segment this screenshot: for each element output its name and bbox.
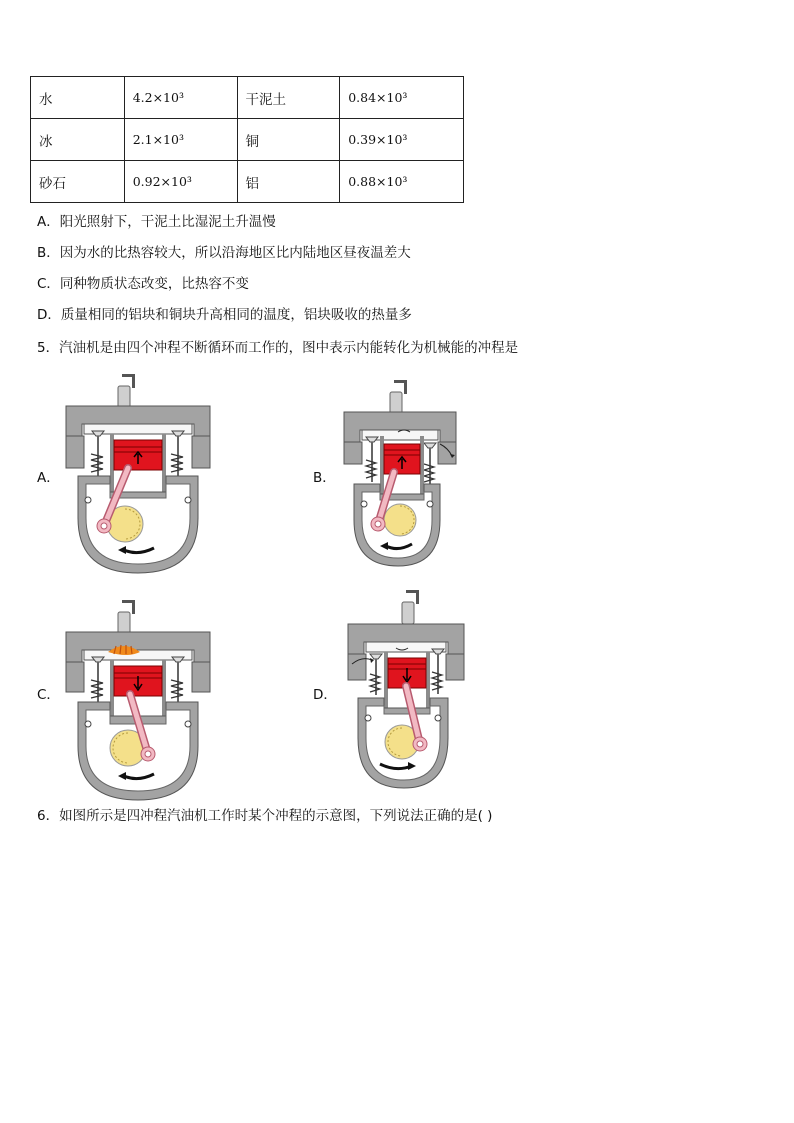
option-c: C．同种物质状态改变，比热容不变 xyxy=(37,276,249,292)
table-cell: 4.2×10³ xyxy=(124,77,237,119)
table-cell: 干泥土 xyxy=(237,77,340,119)
table-cell: 铜 xyxy=(237,119,340,161)
engine-label-d: D． xyxy=(313,687,337,703)
table-cell: 0.88×10³ xyxy=(340,161,464,203)
engine-diagram-d xyxy=(340,588,500,798)
spark-plug-icon xyxy=(118,374,135,408)
table-row xyxy=(31,77,464,119)
table-cell: 水 xyxy=(31,77,125,119)
table-row xyxy=(31,161,464,203)
spark-plug-icon xyxy=(402,590,419,624)
engine-diagram-a xyxy=(58,368,218,578)
spark-plug-icon xyxy=(118,600,135,634)
table-cell: 2.1×10³ xyxy=(124,119,237,161)
engine-diagram-b xyxy=(336,380,496,590)
engine-label-c: C． xyxy=(37,687,60,703)
table-cell: 砂石 xyxy=(31,161,125,203)
engine-label-b: B． xyxy=(313,470,336,486)
table-cell: 铝 xyxy=(237,161,340,203)
specific-heat-table xyxy=(30,76,464,203)
table-cell: 冰 xyxy=(31,119,125,161)
spark-plug-icon xyxy=(390,380,407,414)
option-d: D．质量相同的铝块和铜块升高相同的温度，铝块吸收的热量多 xyxy=(37,307,412,323)
table-cell: 0.92×10³ xyxy=(124,161,237,203)
table-cell: 0.39×10³ xyxy=(340,119,464,161)
question-5-stem: 5．汽油机是由四个冲程不断循环而工作的，图中表示内能转化为机械能的冲程是 xyxy=(37,340,519,356)
engine-diagram-c xyxy=(58,596,218,806)
option-a: A．阳光照射下，干泥土比湿泥土升温慢 xyxy=(37,214,276,230)
option-b: B．因为水的比热容较大，所以沿海地区比内陆地区昼夜温差大 xyxy=(37,245,411,261)
table-row xyxy=(31,119,464,161)
question-6-stem: 6．如图所示是四冲程汽油机工作时某个冲程的示意图，下列说法正确的是( ) xyxy=(37,808,493,824)
table-cell: 0.84×10³ xyxy=(340,77,464,119)
engine-label-a: A． xyxy=(37,470,60,486)
